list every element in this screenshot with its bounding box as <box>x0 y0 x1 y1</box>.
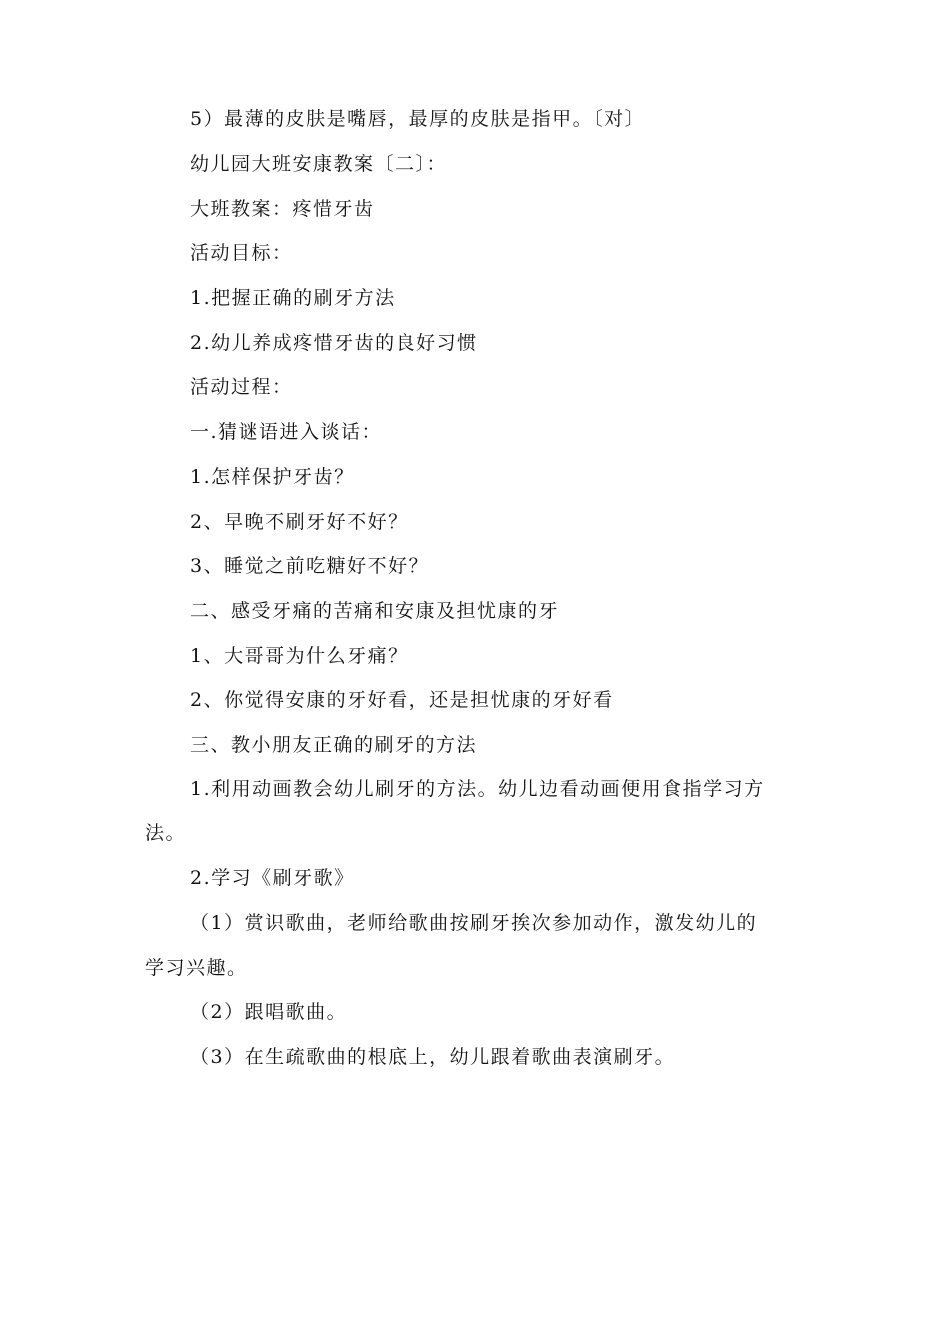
text-line: 1.利用动画教会幼儿刷牙的方法。幼儿边看动画便用食指学习方 <box>190 778 765 800</box>
text-line: 大班教案：疼惜牙齿 <box>190 198 375 220</box>
text-line: （1）赏识歌曲，老师给歌曲按刷牙挨次参加动作，激发幼儿的 <box>190 912 758 934</box>
text-line: 幼儿园大班安康教案〔二〕： <box>190 153 448 175</box>
text-line: 1、大哥哥为什么牙痛？ <box>190 645 409 667</box>
text-line: 一.猜谜语进入谈话： <box>190 421 383 443</box>
text-line: 2、早晚不刷牙好不好？ <box>190 511 409 533</box>
text-line: 二、感受牙痛的苦痛和安康及担忧康的牙 <box>190 600 560 622</box>
text-line: 活动过程： <box>190 376 293 398</box>
text-line: 2.幼儿养成疼惜牙齿的良好习惯 <box>190 332 478 354</box>
text-line: 5）最薄的皮肤是嘴唇，最厚的皮肤是指甲。〔对〕 <box>190 108 646 130</box>
text-line: 法。 <box>145 822 187 844</box>
text-line: （3）在生疏歌曲的根底上，幼儿跟着歌曲表演刷牙。 <box>190 1046 676 1068</box>
text-line: 2.学习《刷牙歌》 <box>190 867 355 889</box>
text-line: 学习兴趣。 <box>145 957 248 979</box>
text-line: 三、教小朋友正确的刷牙的方法 <box>190 734 478 756</box>
text-line: 活动目标： <box>190 242 293 264</box>
text-line: 1.怎样保护牙齿？ <box>190 466 355 488</box>
text-line: 2、你觉得安康的牙好看，还是担忧康的牙好看 <box>190 689 614 711</box>
text-line: 1.把握正确的刷牙方法 <box>190 287 396 309</box>
text-line: 3、睡觉之前吃糖好不好？ <box>190 555 430 577</box>
text-line: （2）跟唱歌曲。 <box>190 1001 348 1023</box>
